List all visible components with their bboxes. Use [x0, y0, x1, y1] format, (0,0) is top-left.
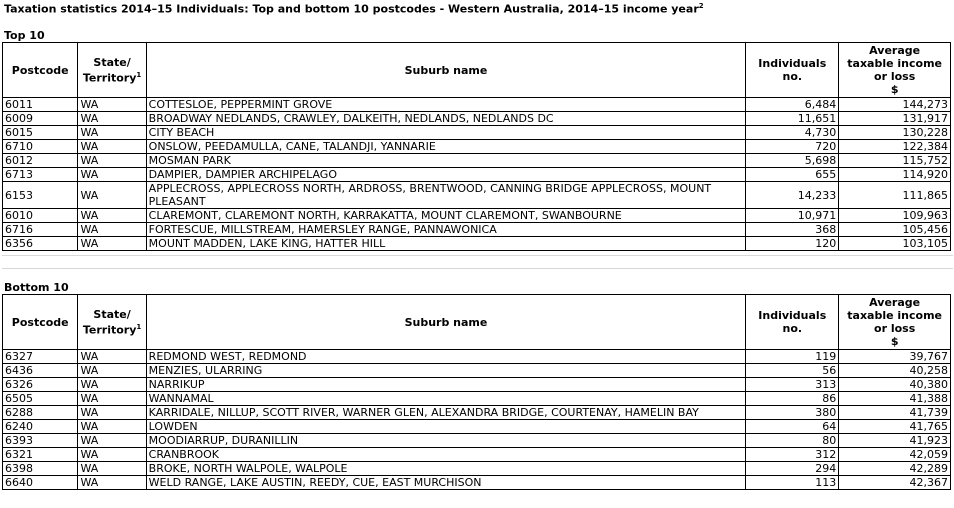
- suburb-header[interactable]: Suburb name: [146, 295, 746, 350]
- average-income-cell[interactable]: 41,765: [839, 420, 951, 434]
- bottom-10-label: Bottom 10: [4, 281, 69, 294]
- suburb-cell[interactable]: MOSMAN PARK: [146, 154, 746, 168]
- state-header[interactable]: State/ Territory$^1$: [78, 295, 146, 350]
- individuals-cell[interactable]: 294: [746, 462, 839, 476]
- average-income-header[interactable]: Average taxable income or loss $: [839, 43, 951, 98]
- state-cell[interactable]: WA: [78, 462, 146, 476]
- individuals-cell[interactable]: 113: [746, 476, 839, 490]
- individuals-cell[interactable]: 11,651: [746, 112, 839, 126]
- table-row[interactable]: [3, 223, 951, 237]
- individuals-cell[interactable]: 4,730: [746, 126, 839, 140]
- top-10-label: Top 10: [4, 29, 45, 42]
- average-income-cell[interactable]: 131,917: [839, 112, 951, 126]
- suburb-cell[interactable]: WANNAMAL: [146, 392, 746, 406]
- postcode-cell[interactable]: 6153: [3, 182, 78, 209]
- state-cell[interactable]: WA: [78, 476, 146, 490]
- table-row[interactable]: [3, 182, 951, 209]
- table-row[interactable]: [3, 112, 951, 126]
- state-cell[interactable]: WA: [78, 448, 146, 462]
- postcode-cell[interactable]: 6015: [3, 126, 78, 140]
- state-cell[interactable]: WA: [78, 126, 146, 140]
- individuals-header[interactable]: Individuals no.: [746, 43, 839, 98]
- state-cell[interactable]: WA: [78, 378, 146, 392]
- postcode-cell[interactable]: 6393: [3, 434, 78, 448]
- title-footnote: 2: [698, 2, 704, 10]
- postcode-cell[interactable]: 6240: [3, 420, 78, 434]
- average-income-cell[interactable]: 130,228: [839, 126, 951, 140]
- postcode-cell[interactable]: 6009: [3, 112, 78, 126]
- table-row[interactable]: [3, 420, 951, 434]
- suburb-cell[interactable]: WELD RANGE, LAKE AUSTIN, REEDY, CUE, EAST MURCHISON: [146, 476, 746, 490]
- average-income-cell[interactable]: 109,963: [839, 209, 951, 223]
- individuals-cell[interactable]: 5,698: [746, 154, 839, 168]
- table-row[interactable]: [3, 448, 951, 462]
- state-cell[interactable]: WA: [78, 434, 146, 448]
- top-10-table: [2, 42, 951, 251]
- table-row[interactable]: [3, 364, 951, 378]
- average-income-cell[interactable]: 41,923: [839, 434, 951, 448]
- individuals-cell[interactable]: 86: [746, 392, 839, 406]
- postcode-cell[interactable]: 6640: [3, 476, 78, 490]
- postcode-cell[interactable]: 6010: [3, 209, 78, 223]
- average-income-cell[interactable]: 122,384: [839, 140, 951, 154]
- individuals-cell[interactable]: 313: [746, 378, 839, 392]
- postcode-cell[interactable]: 6327: [3, 350, 78, 364]
- suburb-cell[interactable]: MENZIES, ULARRING: [146, 364, 746, 378]
- postcode-cell[interactable]: 6713: [3, 168, 78, 182]
- bottom-10-header-row: [3, 295, 951, 350]
- average-income-cell[interactable]: 105,456: [839, 223, 951, 237]
- postcode-cell[interactable]: 6326: [3, 378, 78, 392]
- bottom-10-table: [2, 294, 951, 490]
- postcode-cell[interactable]: 6356: [3, 237, 78, 251]
- individuals-cell[interactable]: 10,971: [746, 209, 839, 223]
- state-cell[interactable]: WA: [78, 209, 146, 223]
- state-cell[interactable]: WA: [78, 364, 146, 378]
- table-row[interactable]: [3, 392, 951, 406]
- state-header[interactable]: State/ Territory$^1$: [78, 43, 146, 98]
- suburb-cell[interactable]: FORTESCUE, MILLSTREAM, HAMERSLEY RANGE, PANNAWONICA: [146, 223, 746, 237]
- table-row[interactable]: [3, 350, 951, 364]
- state-cell[interactable]: WA: [78, 112, 146, 126]
- state-cell[interactable]: WA: [78, 237, 146, 251]
- individuals-cell[interactable]: 312: [746, 448, 839, 462]
- state-cell[interactable]: WA: [78, 350, 146, 364]
- state-cell[interactable]: WA: [78, 406, 146, 420]
- postcode-cell[interactable]: 6436: [3, 364, 78, 378]
- average-income-cell[interactable]: 40,380: [839, 378, 951, 392]
- individuals-cell[interactable]: 368: [746, 223, 839, 237]
- table-row[interactable]: [3, 168, 951, 182]
- average-income-header[interactable]: Average taxable income or loss $: [839, 295, 951, 350]
- individuals-cell[interactable]: 720: [746, 140, 839, 154]
- table-row[interactable]: [3, 462, 951, 476]
- state-cell[interactable]: WA: [78, 420, 146, 434]
- table-row[interactable]: [3, 140, 951, 154]
- suburb-header[interactable]: Suburb name: [146, 43, 746, 98]
- table-row[interactable]: [3, 406, 951, 420]
- table-row[interactable]: [3, 98, 951, 112]
- individuals-cell[interactable]: 380: [746, 406, 839, 420]
- average-income-cell[interactable]: 114,920: [839, 168, 951, 182]
- suburb-cell[interactable]: BROKE, NORTH WALPOLE, WALPOLE: [146, 462, 746, 476]
- suburb-cell[interactable]: COTTESLOE, PEPPERMINT GROVE: [146, 98, 746, 112]
- individuals-cell[interactable]: 56: [746, 364, 839, 378]
- average-income-cell[interactable]: 42,367: [839, 476, 951, 490]
- average-income-cell[interactable]: 42,059: [839, 448, 951, 462]
- table-row[interactable]: [3, 126, 951, 140]
- postcode-cell[interactable]: 6321: [3, 448, 78, 462]
- bottom-10-body: [3, 350, 951, 490]
- sheet-gridline: [2, 255, 953, 256]
- average-income-cell[interactable]: 39,767: [839, 350, 951, 364]
- postcode-cell[interactable]: 6716: [3, 223, 78, 237]
- average-income-cell[interactable]: 42,289: [839, 462, 951, 476]
- table-row[interactable]: [3, 209, 951, 223]
- suburb-cell[interactable]: LOWDEN: [146, 420, 746, 434]
- average-income-cell[interactable]: 41,739: [839, 406, 951, 420]
- state-cell[interactable]: WA: [78, 182, 146, 209]
- table-row[interactable]: [3, 378, 951, 392]
- individuals-cell[interactable]: 14,233: [746, 182, 839, 209]
- average-income-cell[interactable]: 144,273: [839, 98, 951, 112]
- postcode-cell[interactable]: 6012: [3, 154, 78, 168]
- state-cell[interactable]: WA: [78, 392, 146, 406]
- suburb-cell[interactable]: ONSLOW, PEEDAMULLA, CANE, TALANDJI, YANNARIE: [146, 140, 746, 154]
- top-10-header-row: [3, 43, 951, 98]
- average-income-cell[interactable]: 103,105: [839, 237, 951, 251]
- sheet-gridline: [2, 268, 953, 269]
- suburb-cell[interactable]: CRANBROOK: [146, 448, 746, 462]
- postcode-cell[interactable]: 6505: [3, 392, 78, 406]
- individuals-cell[interactable]: 655: [746, 168, 839, 182]
- suburb-cell[interactable]: REDMOND WEST, REDMOND: [146, 350, 746, 364]
- postcode-header[interactable]: Postcode: [3, 43, 78, 98]
- individuals-cell[interactable]: 80: [746, 434, 839, 448]
- individuals-header[interactable]: Individuals no.: [746, 295, 839, 350]
- suburb-cell[interactable]: KARRIDALE, NILLUP, SCOTT RIVER, WARNER GLEN, ALEXANDRA BRIDGE, COURTENAY, HAMELIN BAY: [146, 406, 746, 420]
- top-10-body: [3, 98, 951, 251]
- postcode-cell[interactable]: 6710: [3, 140, 78, 154]
- table-row[interactable]: [3, 476, 951, 490]
- average-income-cell[interactable]: 41,388: [839, 392, 951, 406]
- individuals-cell[interactable]: 119: [746, 350, 839, 364]
- postcode-cell[interactable]: 6398: [3, 462, 78, 476]
- individuals-cell[interactable]: 120: [746, 237, 839, 251]
- suburb-cell[interactable]: MOODIARRUP, DURANILLIN: [146, 434, 746, 448]
- suburb-cell[interactable]: NARRIKUP: [146, 378, 746, 392]
- suburb-cell[interactable]: APPLECROSS, APPLECROSS NORTH, ARDROSS, BRENTWOOD, CANNING BRIDGE APPLECROSS, MOUNT PLEASANT: [146, 182, 746, 209]
- average-income-cell[interactable]: 115,752: [839, 154, 951, 168]
- suburb-cell[interactable]: CLAREMONT, CLAREMONT NORTH, KARRAKATTA, MOUNT CLAREMONT, SWANBOURNE: [146, 209, 746, 223]
- suburb-cell[interactable]: CITY BEACH: [146, 126, 746, 140]
- state-cell[interactable]: WA: [78, 154, 146, 168]
- state-cell[interactable]: WA: [78, 168, 146, 182]
- postcode-cell[interactable]: 6011: [3, 98, 78, 112]
- page-title: Taxation statistics 2014–15 Individuals: Top and bottom 10 postcodes - Western Australia, 2014–15 income year$^2$: [4, 2, 704, 16]
- state-cell[interactable]: WA: [78, 98, 146, 112]
- average-income-cell[interactable]: 111,865: [839, 182, 951, 209]
- suburb-cell[interactable]: BROADWAY NEDLANDS, CRAWLEY, DALKEITH, NEDLANDS, NEDLANDS DC: [146, 112, 746, 126]
- table-row[interactable]: [3, 237, 951, 251]
- state-cell[interactable]: WA: [78, 223, 146, 237]
- average-income-cell[interactable]: 40,258: [839, 364, 951, 378]
- postcode-cell[interactable]: 6288: [3, 406, 78, 420]
- postcode-header[interactable]: Postcode: [3, 295, 78, 350]
- table-row[interactable]: [3, 434, 951, 448]
- suburb-cell[interactable]: DAMPIER, DAMPIER ARCHIPELAGO: [146, 168, 746, 182]
- state-cell[interactable]: WA: [78, 140, 146, 154]
- individuals-cell[interactable]: 64: [746, 420, 839, 434]
- suburb-cell[interactable]: MOUNT MADDEN, LAKE KING, HATTER HILL: [146, 237, 746, 251]
- individuals-cell[interactable]: 6,484: [746, 98, 839, 112]
- table-row[interactable]: [3, 154, 951, 168]
